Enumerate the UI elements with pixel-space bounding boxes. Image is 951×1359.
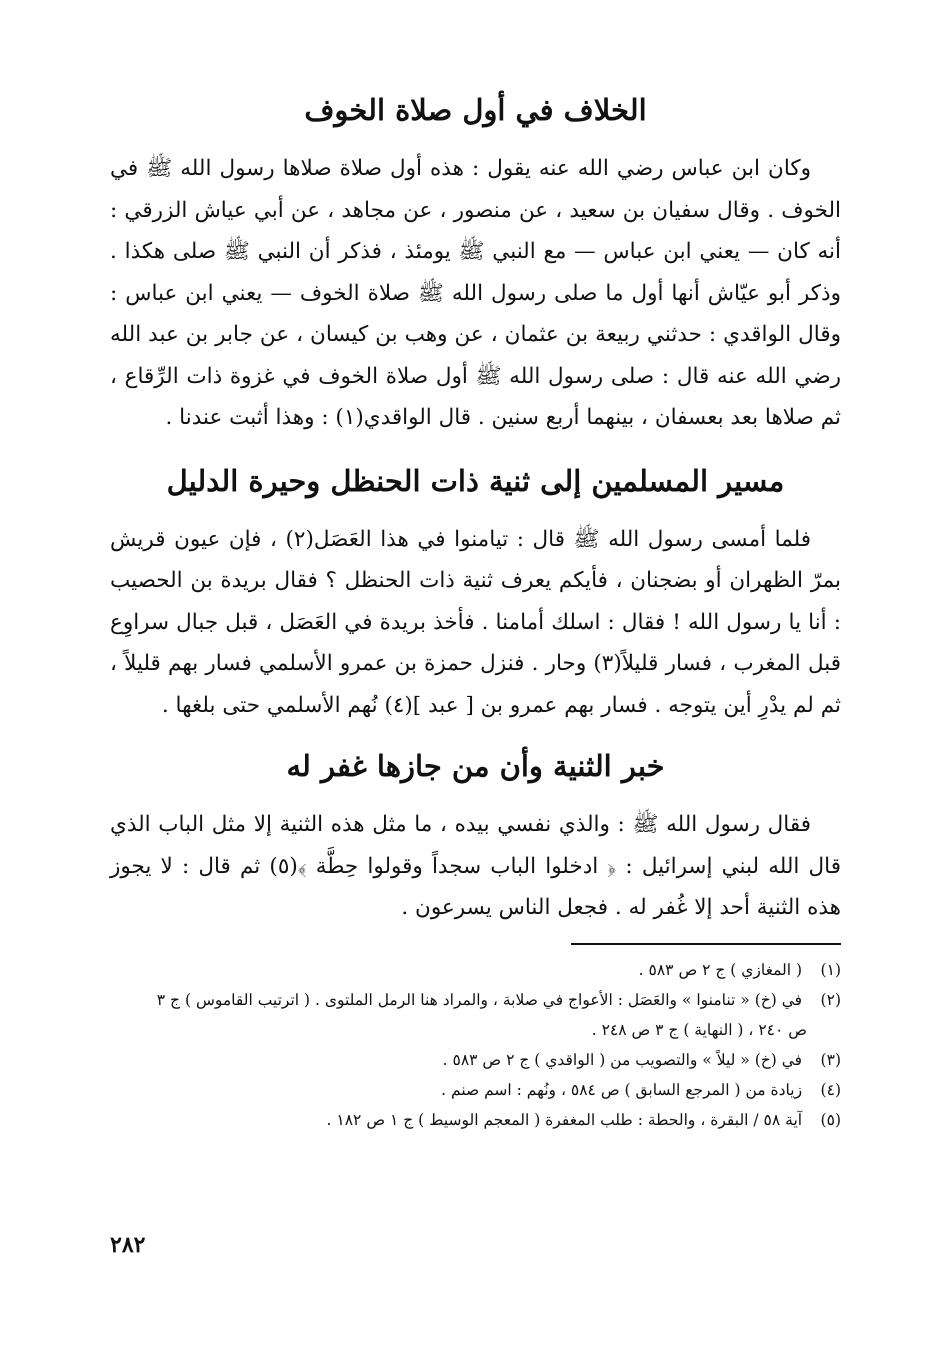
footnote-text: في (خ) « تنامنوا » والعَصَل : الأعواج في صلابة ، والمراد هنا الرمل الملتوى . ( اترتيب القاموس ) ج ٣ xyxy=(156,990,803,1009)
section-heading-1: الخلاف في أول صلاة الخوف xyxy=(304,93,647,127)
footnote-number: (٢) xyxy=(820,990,841,1009)
footnote-1 xyxy=(110,955,841,985)
page-number: ٢٨٢ xyxy=(110,1232,146,1258)
footnote-text: في (خ) « ليلاً » والتصويب من ( الواقدي ) ج ٢ ص ٥٨٣ . xyxy=(442,1050,803,1069)
footnote-2 xyxy=(110,985,841,1015)
footnote-text: زيادة من ( المرجع السابق ) ص ٥٨٤ ، ونُهم : اسم صنم . xyxy=(441,1080,803,1099)
footnote-4 xyxy=(110,1075,841,1105)
footnote-2-continuation: ص ٢٤٠ ، ( النهاية ) ج ٣ ص ٢٤٨ . xyxy=(591,1020,807,1039)
section-paragraph-3: فقال رسول الله ﷺ : والذي نفسي بيده ، ما مثل هذه الثنية إلا مثل الباب الذي قال الله لبني إسرائيل : ﴿ ادخلوا الباب سجداً وقولوا حِطَّة ﴾(٥) ثم قال : لا يجوز هذه الثنية أحد إلا غُفر له . فجعل الناس يسرعون . xyxy=(110,812,841,920)
footnote-3 xyxy=(110,1045,841,1075)
footnote-text: آية ٥٨ / البقرة ، والحطة : طلب المغفرة ( المعجم الوسيط ) ج ١ ص ١٨٢ . xyxy=(326,1110,803,1129)
footnote-number: (٤) xyxy=(820,1080,841,1099)
footnote-number: (١) xyxy=(820,960,841,979)
footnote-text: ( المغازي ) ج ٢ ص ٥٨٣ . xyxy=(638,960,803,979)
footnote-5 xyxy=(110,1105,841,1135)
footnote-number: (٥) xyxy=(820,1110,841,1129)
section-paragraph-2: فلما أمسى رسول الله ﷺ قال : تيامنوا في هذا العَصَل(٢) ، فإن عيون قريش بمرّ الظهران أو بضجنان ، فأيكم يعرف ثنية ذات الحنظل ؟ فقال بريدة بن الحصيب : أنا يا رسول الله ! فقال : اسلك أمامنا . فأخذ بريدة في العَصَل ، قبل جبال سراوِع قبل المغرب ، فسار قليلاً(٣) وحار . فنزل حمزة بن عمرو الأسلمي فسار بهم قليلاً ، ثم لم يدْرِ أين يتوجه . فسار بهم عمرو بن [ عبد ](٤) نُهم الأسلمي حتى بلغها . xyxy=(110,526,841,718)
section-paragraph-1: وكان ابن عباس رضي الله عنه يقول : هذه أول صلاة صلاها رسول الله ﷺ في الخوف . وقال سفيان بن سعيد ، عن منصور ، عن مجاهد ، عن أبي عياش الزرقي : أنه كان — يعني ابن عباس — مع النبي ﷺ يومئذ ، فذكر أن النبي ﷺ صلى هكذا . وذكر أبو عيّاش أنها أول ما صلى رسول الله ﷺ صلاة الخوف — يعني ابن عباس : وقال الواقدي : حدثني ربيعة بن عثمان ، عن وهب بن كيسان ، عن جابر بن عبد الله رضي الله عنه قال : صلى رسول الله ﷺ أول صلاة الخوف في غزوة ذات الرِّقاع ، ثم صلاها بعد بعسفان ، بينهما أربع سنين . قال الواقدي(١) : وهذا أثبت عندنا . xyxy=(110,156,841,430)
footnote-number: (٣) xyxy=(820,1050,841,1069)
section-heading-3: خبر الثنية وأن من جازها غفر له xyxy=(286,749,665,783)
section-heading-2: مسير المسلمين إلى ثنية ذات الحنظل وحيرة الدليل xyxy=(166,463,785,498)
footnotes xyxy=(110,955,841,1135)
footnote-divider xyxy=(571,943,841,945)
